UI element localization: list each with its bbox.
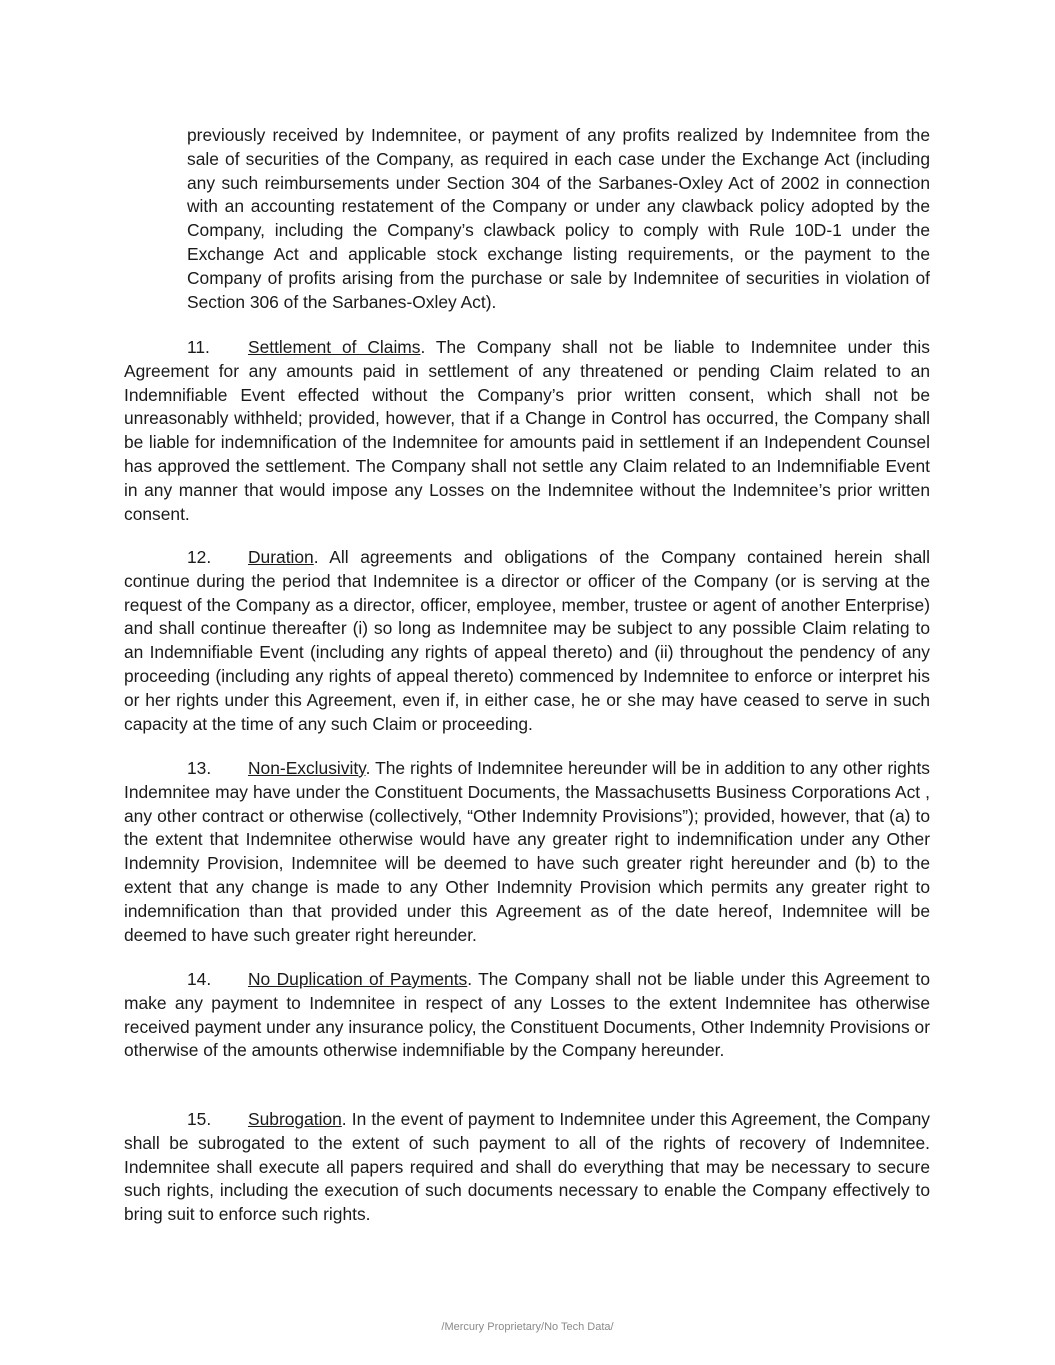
- section-body: . The rights of Indemnitee hereunder will be in addition to any other rights Indemnitee may have under the Constituent Documents, the Massachusetts Business Corporations Act , any other contract or otherwise (collectively, “Other Indemnity Provisions”); provided, however, that (a) to the extent that Indemnitee otherwise would have any greater right to indemnification under any Other Indemnity Provision, Indemnitee will be deemed to have such greater right hereunder and (b) to the extent that any change is made to any Other Indemnity Provision which permits any greater right to indemnification than that provided under this Agreement as of the date hereof, Indemnitee will be deemed to have such greater right hereunder.: [124, 758, 930, 945]
- section-heading: Duration: [248, 547, 314, 567]
- section-13-paragraph: [124, 757, 930, 947]
- page-footer: /Mercury Proprietary/No Tech Data/: [441, 1321, 614, 1333]
- section-number: 15.: [187, 1109, 212, 1129]
- section-heading: Non-Exclusivity: [248, 758, 366, 778]
- section-15-paragraph: [124, 1108, 930, 1227]
- section-number: 12.: [187, 547, 212, 567]
- section-number: 14.: [187, 969, 212, 989]
- continuation-paragraph: previously received by Indemnitee, or payment of any profits realized by Indemnitee from the sale of securities of the Company, as required in each case under the Exchange Act (including any such reimbursements under Section 304 of the Sarbanes-Oxley Act of 2002 in connection with an accounting restatement of the Company or under any clawback policy adopted by the Company, including the Company’s clawback policy to comply with Rule 10D-1 under the Exchange Act and applicable stock exchange listing requirements, or the payment to the Company of profits arising from the purchase or sale by Indemnitee of securities in violation of Section 306 of the Sarbanes-Oxley Act).: [187, 125, 930, 312]
- section-12-paragraph: [124, 546, 930, 736]
- section-heading: No Duplication of Payments: [248, 969, 468, 989]
- section-14-paragraph: [124, 968, 930, 1063]
- section-heading: Settlement of Claims: [248, 337, 421, 357]
- section-body: . All agreements and obligations of the Company contained herein shall continue during the period that Indemnitee is a director or officer of the Company (or is serving at the request of the Company as a director, officer, employee, member, trustee or agent of another Enterprise) and shall continue thereafter (i) so long as Indemnitee may be subject to any possible Claim relating to an Indemnifiable Event (including any rights of appeal thereto) and (ii) throughout the pendency of any proceeding (including any rights of appeal thereto) commenced by Indemnitee to enforce or interpret his or her rights under this Agreement, even if, in either case, he or she may have ceased to serve in such capacity at the time of any such Claim or proceeding.: [124, 547, 930, 734]
- section-body: . The Company shall not be liable under this Agreement to make any payment to Indemnitee in respect of any Losses to the extent Indemnitee has otherwise received payment under any insurance policy, the Constituent Documents, Other Indemnity Provisions or otherwise of the amounts otherwise indemnifiable by the Company hereunder.: [124, 969, 930, 1061]
- section-number: 11.: [187, 337, 210, 357]
- section-11-paragraph: [124, 336, 930, 526]
- section-body: . In the event of payment to Indemnitee under this Agreement, the Company shall be subrogated to the extent of such payment to all of the rights of recovery of Indemnitee. Indemnitee shall execute all papers required and shall do everything that may be necessary to secure such rights, including the execution of such documents necessary to enable the Company effectively to bring suit to enforce such rights.: [124, 1109, 930, 1225]
- section-number: 13.: [187, 758, 212, 778]
- section-body: . The Company shall not be liable to Indemnitee under this Agreement for any amounts paid in settlement of any threatened or pending Claim related to an Indemnifiable Event effected without the Company’s prior written consent, which shall not be unreasonably withheld; provided, however, that if a Change in Control has occurred, the Company shall be liable for indemnification of the Indemnitee for amounts paid in settlement if an Independent Counsel has approved the settlement. The Company shall not settle any Claim related to an Indemnifiable Event in any manner that would impose any Losses on the Indemnitee without the Indemnitee’s prior written consent.: [124, 337, 930, 524]
- section-heading: Subrogation: [248, 1109, 342, 1129]
